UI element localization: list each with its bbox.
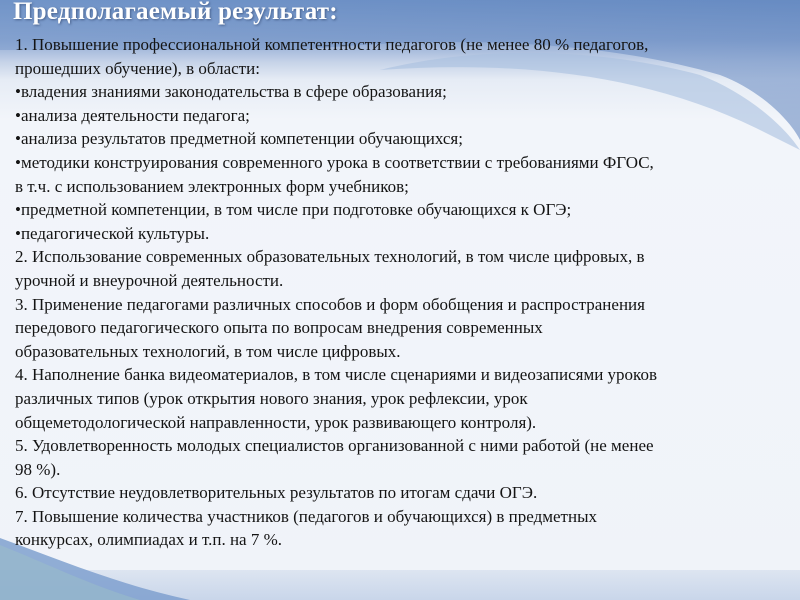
- slide-body: [15, 33, 790, 552]
- text-line: 3. Применение педагогами различных способов и форм обобщения и распространения: [15, 294, 645, 314]
- bullet-item: •методики конструирования современного урока в соответствии с требованиями ФГОС,: [15, 152, 654, 172]
- bullet-item: •предметной компетенции, в том числе при подготовке обучающихся к ОГЭ;: [15, 200, 572, 220]
- text-line: образовательных технологий, в том числе цифровых.: [15, 341, 401, 361]
- bullet-item: •анализа результатов предметной компетенции обучающихся;: [15, 129, 463, 149]
- bullet-item: •анализа деятельности педагога;: [15, 105, 250, 125]
- text-line: конкурсах, олимпиадах и т.п. на 7 %.: [15, 530, 283, 550]
- text-line: 2. Использование современных образовательных технологий, в том числе цифровых, в: [15, 247, 645, 267]
- text-line: в т.ч. с использованием электронных форм учебников;: [15, 176, 409, 196]
- text-line: 5. Удовлетворенность молодых специалистов организованной с ними работой (не менее: [15, 436, 654, 456]
- text-line: общеметодологической направленности, урок развивающего контроля).: [15, 412, 537, 432]
- text-line: 7. Повышение количества участников (педагогов и обучающихся) в предметных: [15, 506, 598, 526]
- text-line: передового педагогического опыта по вопросам внедрения современных: [15, 318, 543, 338]
- text-line: прошедших обучение), в области:: [15, 58, 260, 78]
- text-line: 6. Отсутствие неудовлетворительных результатов по итогам сдачи ОГЭ.: [15, 483, 538, 503]
- text-line: 1. Повышение профессиональной компетентности педагогов (не менее 80 % педагогов,: [15, 35, 649, 54]
- bullet-item: •педагогической культуры.: [15, 223, 210, 243]
- text-line: урочной и внеурочной деятельности.: [15, 270, 284, 290]
- bullet-item: •владения знаниями законодательства в сфере образования;: [15, 82, 447, 102]
- text-line: различных типов (урок открытия нового знания, урок рефлексии, урок: [15, 388, 528, 408]
- text-line: 4. Наполнение банка видеоматериалов, в том числе сценариями и видеозаписями уроков: [15, 365, 657, 385]
- text-line: 98 %).: [15, 459, 61, 479]
- slide-title: Предполагаемый результат:: [13, 0, 338, 25]
